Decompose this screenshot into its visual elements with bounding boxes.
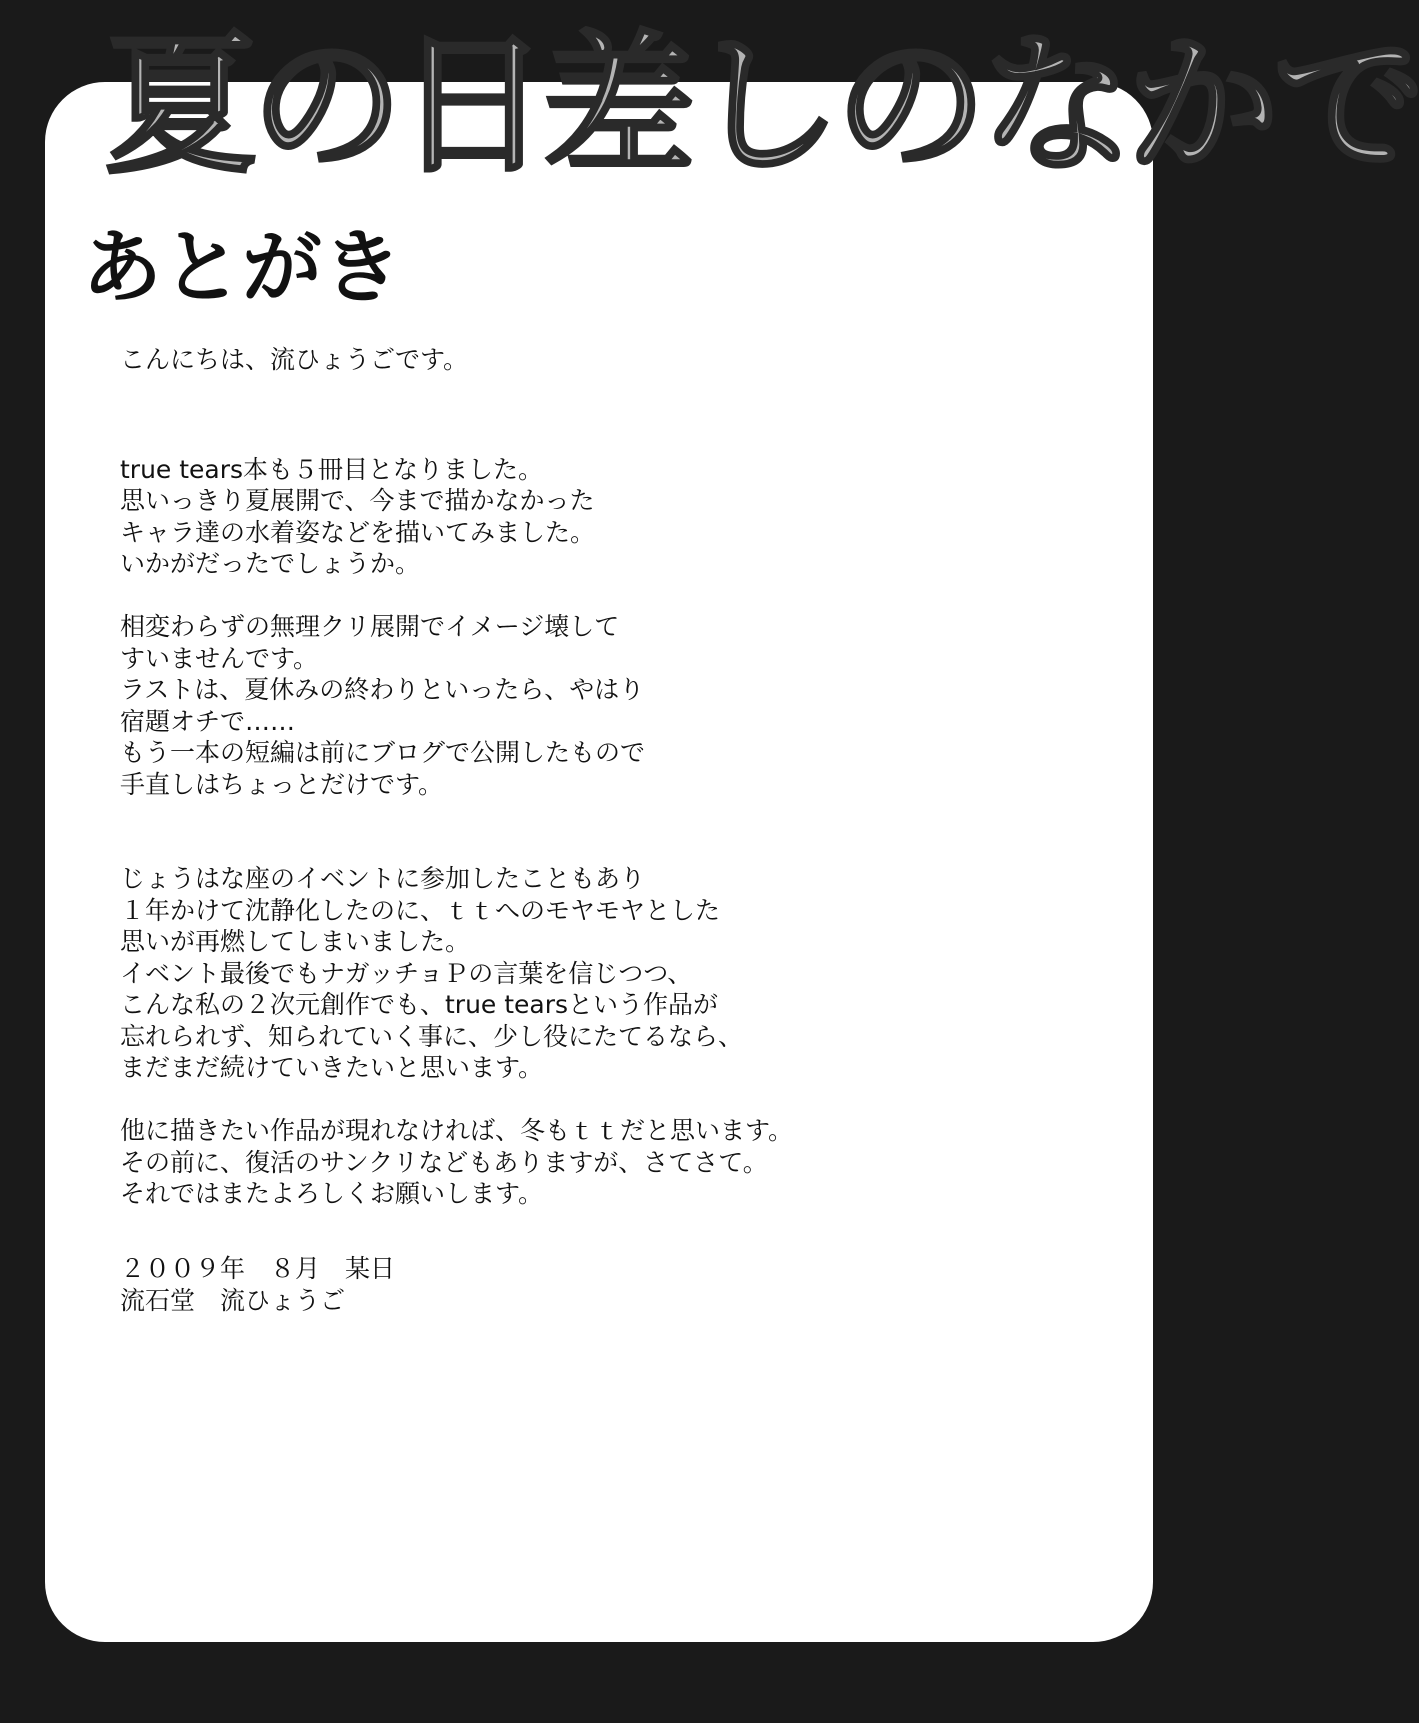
paragraph-4	[120, 1115, 1080, 1210]
paragraph-1	[120, 454, 1080, 580]
text-line: その前に、復活のサンクリなどもありますが、さてさて。	[120, 1147, 768, 1177]
text-line: １年かけて沈静化したのに、ｔｔへのモヤモヤとした	[120, 895, 721, 925]
text-line: 忘れられず、知られていく事に、少し役にたてるなら、	[120, 1021, 744, 1051]
afterword-heading: あとがき	[82, 221, 402, 314]
text-line: 思いっきり夏展開で、今まで描かなかった	[120, 486, 595, 515]
greeting-paragraph	[120, 344, 1080, 376]
text-line: true tears本も５冊目となりました。	[120, 454, 544, 484]
paragraph-2	[120, 611, 1080, 800]
text-line: じょうはな座のイベントに参加したこともあり	[120, 864, 646, 893]
text-line: こんにちは、流ひょうごです。	[120, 345, 469, 374]
signature-date: ２００９年 ８月 某日	[120, 1254, 396, 1283]
text-line: 他に描きたい作品が現れなければ、冬もｔｔだと思います。	[120, 1116, 794, 1145]
signature-block	[120, 1253, 395, 1317]
text-line: キャラ達の水着姿などを描いてみました。	[120, 517, 596, 547]
text-line: 思いが再燃してしまいました。	[120, 927, 471, 956]
paragraph-3	[120, 863, 1080, 1084]
text-line: 手直しはちょっとだけです。	[120, 769, 444, 799]
text-line: まだまだ続けていきたいと思います。	[120, 1053, 544, 1082]
text-line: すいませんです。	[120, 643, 319, 673]
signature-author: 流石堂 流ひょうご	[120, 1286, 346, 1315]
text-line: ラストは、夏休みの終わりといったら、やはり	[120, 675, 645, 704]
afterword-body	[120, 344, 1080, 1210]
text-line: いかがだったでしょうか。	[120, 549, 421, 578]
book-title: 夏の日差しのなかで	[105, 17, 1419, 194]
text-line: イベント最後でもナガッチョＰの言葉を信じつつ、	[120, 958, 693, 988]
text-line: 相変わらずの無理クリ展開でイメージ壊して	[120, 612, 620, 641]
text-line: もう一本の短編は前にブログで公開したもので	[120, 738, 646, 767]
text-line: こんな私の２次元創作でも、true tearsという作品が	[120, 990, 719, 1019]
text-line: 宿題オチで……	[120, 706, 296, 736]
text-line: それではまたよろしくお願いします。	[120, 1179, 544, 1208]
